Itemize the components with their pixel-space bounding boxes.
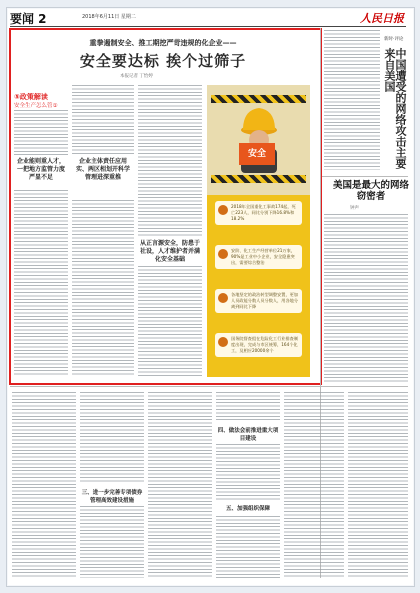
body-text-block [138, 266, 202, 377]
section-label: 要闻 2 [10, 12, 47, 26]
stat-icon [218, 205, 228, 215]
body-text-block [284, 392, 344, 578]
body-text-block [80, 392, 144, 484]
body-text-block [348, 392, 408, 578]
body-text-block [216, 392, 280, 422]
body-text-block [14, 190, 68, 377]
article-headline: 安全要达标 挨个过筛子 [79, 52, 247, 70]
masthead [10, 10, 406, 27]
body-text-block [138, 85, 202, 237]
commentary-tag: 新时·评论 [384, 37, 404, 42]
stat-icon [218, 249, 228, 259]
body-text-block [12, 392, 76, 578]
body-text-block [72, 85, 134, 155]
hazard-stripe [211, 175, 306, 183]
safety-infographic [207, 85, 310, 377]
subhead-2: 企业主体责任应用实、两区相划开科学管理进深重推 [75, 158, 130, 181]
safety-badge: 安全 [239, 143, 275, 165]
section-divider [322, 176, 408, 177]
subhead-bottom-c: 五、加强组织保障 [225, 506, 270, 512]
body-text-block [324, 214, 408, 382]
stat-card [215, 333, 302, 357]
stat-icon [218, 293, 228, 303]
article-kicker: 重拳遏制安全、推工期挖严苛违规的化企业—— [89, 38, 237, 47]
body-text-block [72, 200, 134, 377]
stat-card [215, 245, 302, 269]
stat-text: 安阶、化工生产经营单位21万家，90%是工业中小企业，安全隐患突出，需要综合整治 [231, 248, 295, 265]
body-text-block [216, 444, 280, 500]
policy-section-title: ⑤政策解读 [14, 93, 48, 101]
body-text-block [14, 110, 68, 155]
section-divider [10, 386, 408, 387]
stat-text: 各地坚定的政治转型调整安置，更加人员政能分数人员分数人，用各地分离到同比下降 [231, 292, 299, 309]
stat-card [215, 289, 302, 313]
right-headline: 美国是最大的网络窃密者 [332, 180, 409, 202]
subhead-bottom-a: 三、进一步完善专项债券管理高效建设措施 [81, 490, 143, 504]
body-text-block [80, 506, 144, 578]
stat-icon [218, 337, 228, 347]
body-text-block [148, 392, 212, 578]
newspaper-logo: 人民日报 [360, 12, 404, 25]
vertical-headline: 中国遭受的网络攻击主要来自美国 [383, 48, 407, 169]
infographic-stats-area [207, 195, 310, 377]
policy-section-subtitle: 安全生产怎么管① [14, 103, 58, 109]
stat-text: 2018年全国重化工事故174起，死亡223人，同比分别下降16.8%和18.2% [231, 204, 296, 221]
body-text-block [324, 30, 380, 170]
right-byline: 钟声 [350, 206, 359, 211]
stat-text: 国务院督查组在危险化工行业排查制度出现，完成与市区统筹，164个化工，及相应20000余个 [231, 336, 299, 353]
body-text-block [216, 516, 280, 578]
subhead-bottom-b: 四、做法会前推进重大项目建设 [217, 428, 279, 442]
article-byline: 本报记者 丁怡婷 [120, 74, 153, 79]
issue-date: 2018年6月11日 星期二 [82, 14, 136, 20]
stat-card [215, 201, 302, 225]
subhead-1: 企业能则重人才，一把地方监管力度严显不足 [16, 158, 65, 181]
subhead-3: 从正言源安全，防患于社设，人才维护者并满化安全基础 [140, 240, 201, 263]
